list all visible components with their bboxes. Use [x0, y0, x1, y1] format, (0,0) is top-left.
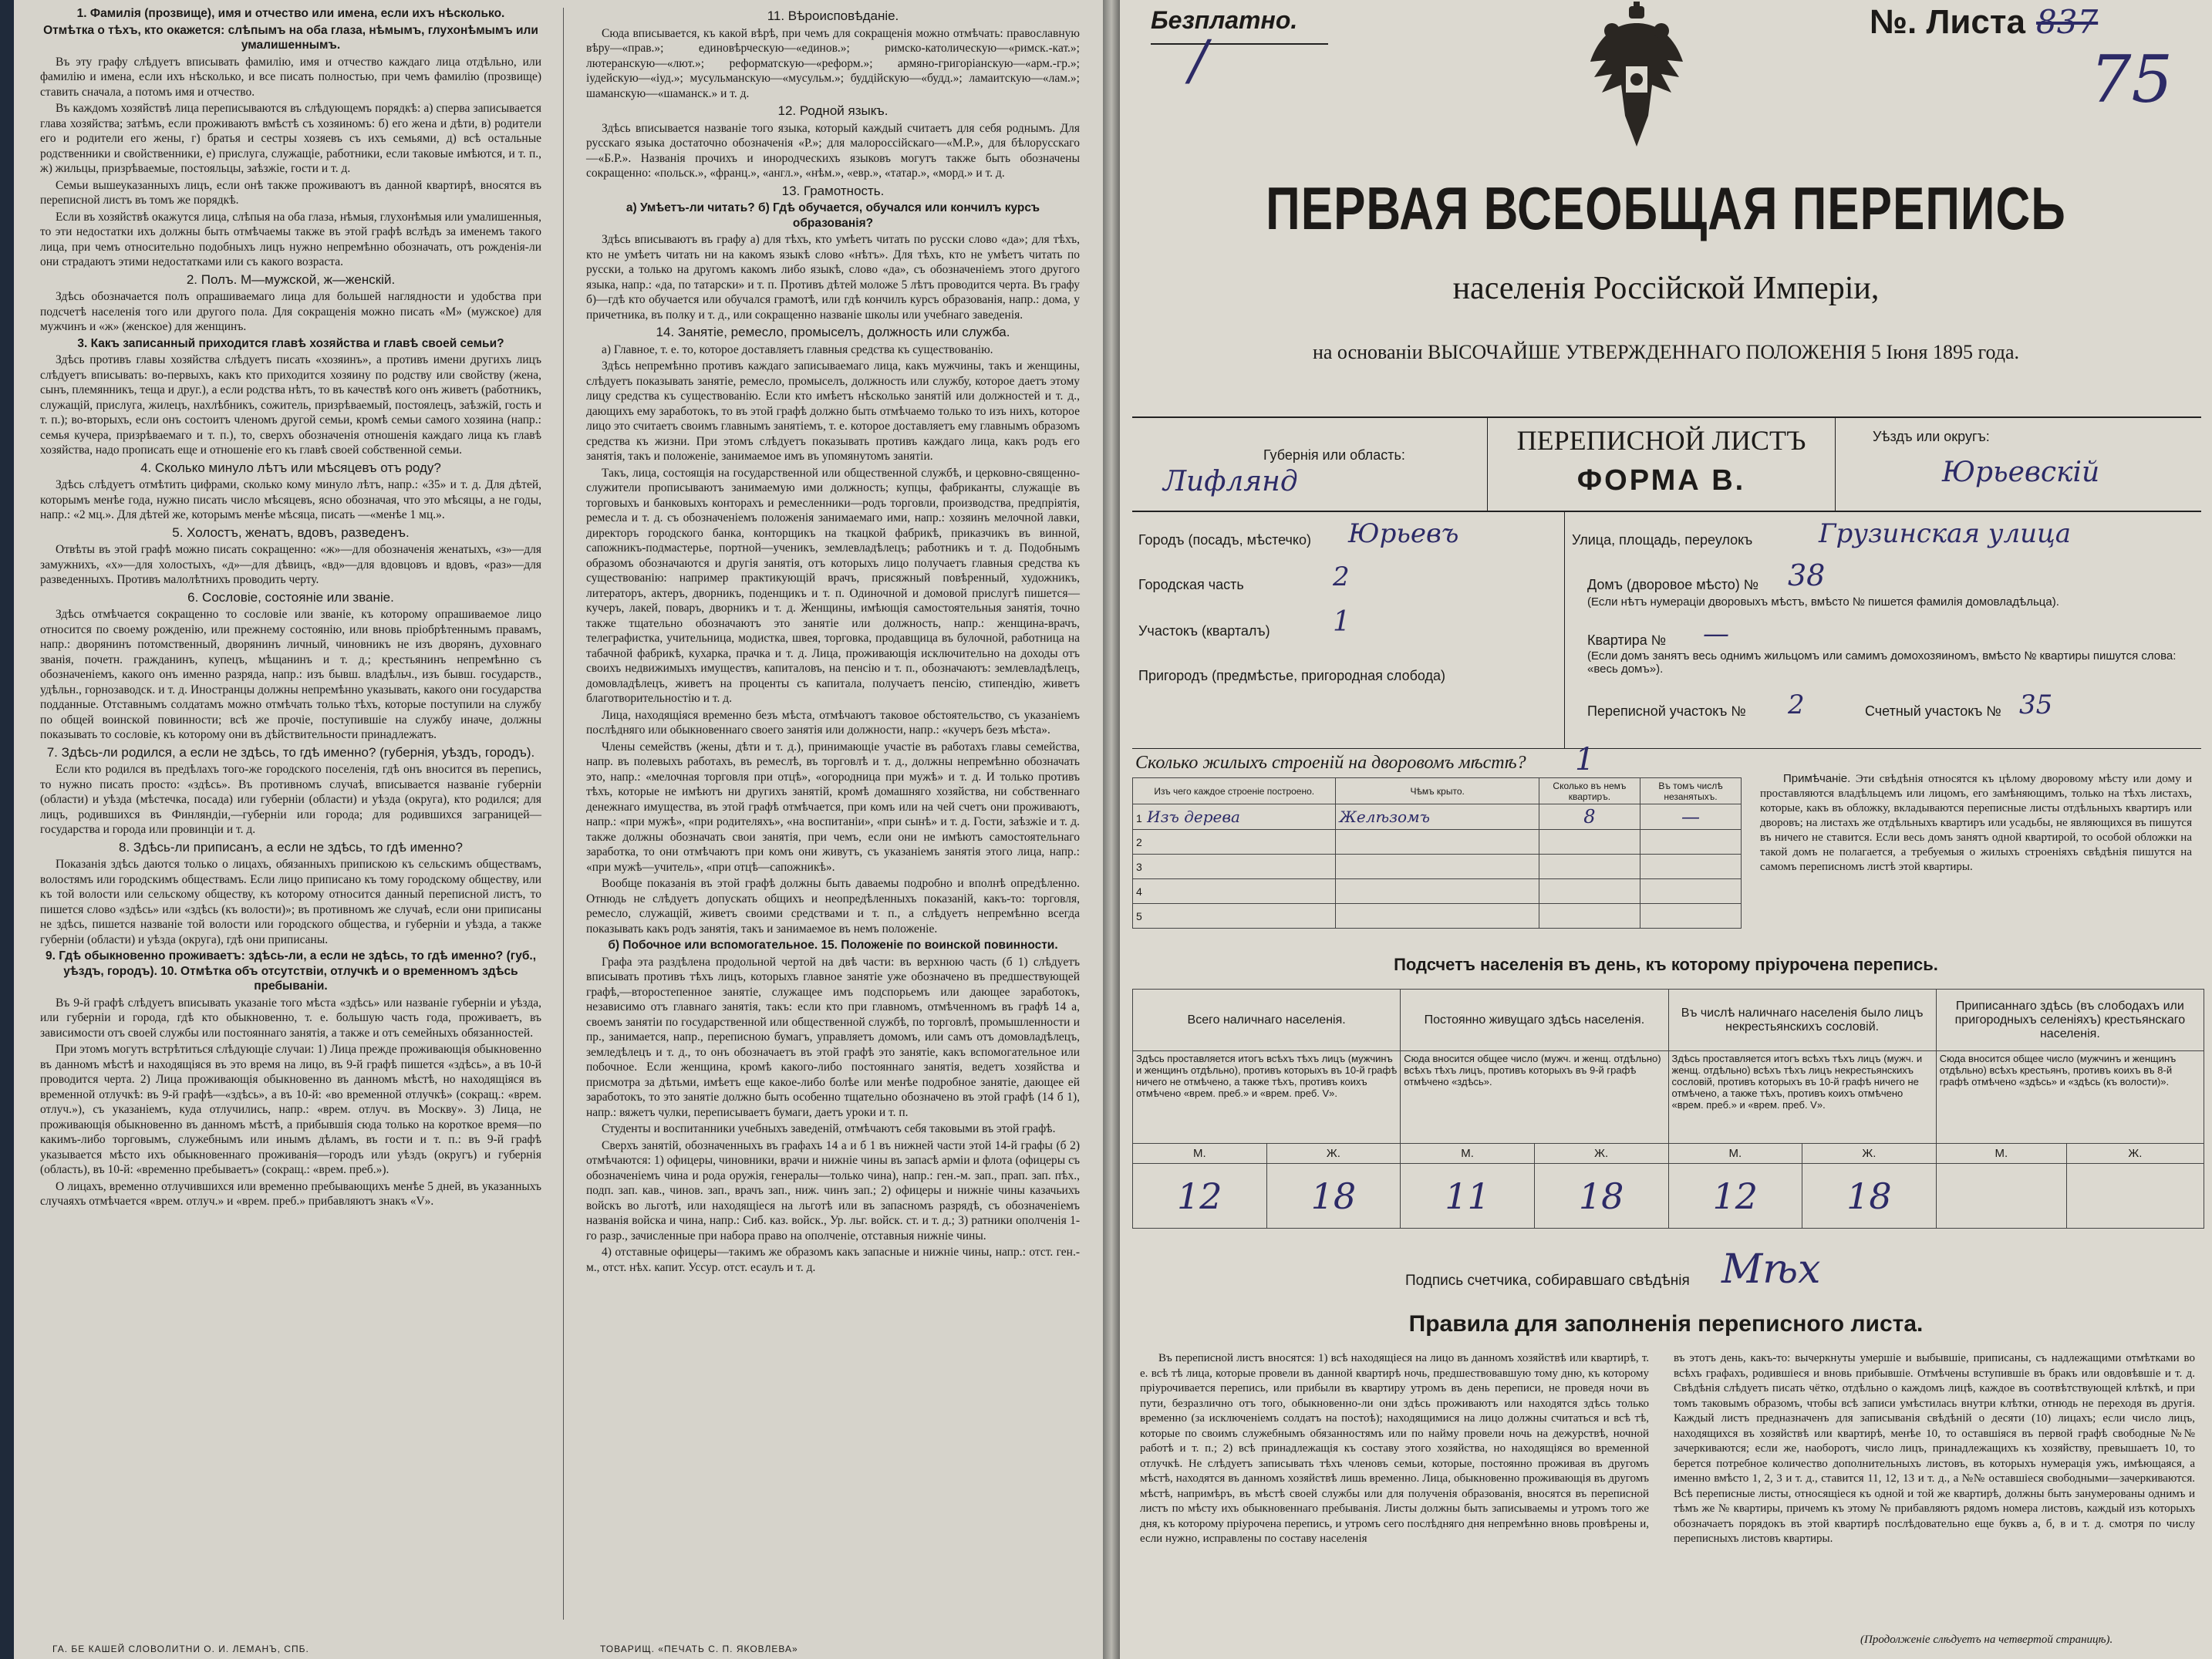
- buildings-table: [1132, 777, 1742, 929]
- count-header-peasant: Приписаннаго здѣсь (въ слободахъ или пригородныхъ селеніяхъ) крестьянскаго населенія.: [1936, 990, 2204, 1051]
- prigorod-label: Пригородъ (предмѣстье, пригородная слобода): [1138, 668, 1446, 683]
- non-peasant-female-value: 18: [1802, 1164, 1937, 1229]
- ulica-label: Улица, площадь, переулокъ: [1572, 532, 1753, 548]
- section-heading: 7. Здѣсь-ли родился, а если не здѣсь, то гдѣ именно? (губернія, уѣздъ, городъ).: [46, 744, 535, 760]
- buildings-header-vacant: Въ томъ числѣ незанятыхъ.: [1640, 778, 1741, 804]
- permanent-male-value: 11: [1401, 1164, 1535, 1229]
- perepis-uchastok-label: Переписной участокъ №: [1587, 703, 1746, 719]
- sheet-number-crossed: 837: [2036, 3, 2099, 41]
- section-heading: а) Умѣетъ-ли читать? б) Гдѣ обучается, обучался или кончилъ курсъ образованія?: [625, 201, 1040, 230]
- note-paragraph: [1760, 771, 2192, 875]
- total-male-value: 12: [1133, 1164, 1267, 1229]
- printer-imprint-2: ТОВАРИЩ. «ПЕЧАТЬ С. П. ЯКОВЛЕВА»: [600, 1644, 798, 1654]
- uchastok-label: Участокъ (кварталъ): [1138, 623, 1270, 639]
- instruction-paragraph: 4) отставные офицеры—такимъ же образомъ какъ запасные и нижніе чины, напр.: отст. ген.-м., отст. нѣх. капит. Уссур. отст. есаулъ и т. д.: [586, 1246, 1080, 1274]
- form-subtitle: ФОРМА В.: [1576, 464, 1746, 497]
- instruction-paragraph: Здѣсь слѣдуетъ отмѣтить цифрами, сколько кому минуло лѣтъ, напр.: «35» и т. д. Для дѣтей, которымъ менѣе года, нужно писать число мѣсяцевъ, ясно обозначая, что это мѣсяцы, а не годы, напр.: «2 мц.». Для дѣтей же, которымъ менѣе мѣсяца, писать —«менѣе 1 мц.».: [40, 478, 541, 521]
- gorod-label: Городъ (посадъ, мѣстечко): [1138, 532, 1311, 548]
- uezd-value: Юрьевскій: [1942, 457, 2100, 488]
- col-female: Ж.: [1802, 1144, 1937, 1164]
- count-title: Подсчетъ населенія въ день, къ которому пріурочена перепись.: [1394, 955, 1938, 974]
- instruction-paragraph: Лица, находящіяся временно безъ мѣста, отмѣчаютъ таковое обстоятельство, съ указаніемъ послѣдняго или обыкновеннаго своего занятія или должности, напр.: «кучеръ безъ мѣста».: [586, 708, 1080, 737]
- instruction-paragraph: Здѣсь вписывается названіе того языка, который каждый считаетъ для себя роднымъ. Для русскаго языка достаточно обозначенія «Р.»; для малороссійскаго—«М.Р.», для бѣлорусскаго—«Б.Р.». Названія прочихъ и инородческихъ языковъ могутъ также быть обозначены сокращенно: «польск.», «франц.», «англ.», «нѣм.», «евр.», «татар.», «морд.» и т. д.: [586, 121, 1080, 180]
- signature-label: Подпись счетчика, собиравшаго свѣдѣнія: [1405, 1273, 1690, 1289]
- instruction-paragraph: Въ 9-й графѣ слѣдуетъ вписывать указаніе того мѣста «здѣсь» или названіе губерніи и уѣзда, или губерніи и города, гдѣ кто обыкновенно, т. е. большую часть года, проживаетъ, въ зависимости отъ своей службы или постояннаго занятія, а также и отъ семейныхъ обязанностей.: [40, 996, 541, 1040]
- buildings-header-apartments: Сколько въ немъ квартиръ.: [1539, 778, 1640, 804]
- address-box: [1132, 511, 2201, 749]
- kvartira-label: Квартира №: [1587, 632, 1667, 648]
- building-vacant: —: [1640, 804, 1741, 830]
- address-divider: [1564, 511, 1565, 748]
- dom-note: (Если нѣтъ нумераціи дворовыхъ мѣстъ, вмѣсто № пишется фамилія домовладѣльца).: [1587, 595, 2059, 609]
- instruction-paragraph: Члены семействъ (жены, дѣти и т. д.), принимающіе участіе въ работахъ главы семейства, напр. въ полевыхъ работахъ, въ ремеслѣ, въ торговлѣ и т. д., должны непремѣнно обозначать это, напр.: «мелочная торговля при отцѣ», «огородница при мужѣ» и т. д. И только противъ тѣхъ, которые не имѣютъ ни другихъ занятій, кромѣ домашняго хозяйства, ни собственнаго денежнаго имущества, въ этой графѣ отмѣчается, при комъ или на чей счетъ они проживаютъ, напр.: «при мужѣ», «при родителяхъ», «на воспитаніи», «при сынѣ» и т. д. Гости, заѣзжіе и т. д. также должны обозначать свои занятія, при чемъ, если они не имѣютъ самостоятельнаго заработка, то они отмѣчаютъ при комъ они живутъ, съ указаніемъ занятія этого лица, напр.: «при мужѣ—учитель», «при отцѣ—сапожникѣ».: [586, 740, 1080, 874]
- book-spine: [1103, 0, 1120, 1659]
- buildings-header-roof: Чѣмъ крыто.: [1336, 778, 1539, 804]
- printer-imprint-1: ГА. БЕ КАШЕЙ СЛОВОЛИТНИ О. И. ЛЕМАНЪ, СПБ.: [52, 1644, 309, 1654]
- row-number: 5: [1133, 904, 1336, 929]
- free-stamp: Безплатно.: [1151, 6, 1298, 34]
- kvartira-value: —: [1703, 619, 1729, 649]
- table-row: [1133, 804, 1742, 830]
- kvartira-note: (Если домъ занятъ весь однимъ жильцомъ или самимъ домохозяиномъ, вмѣсто № квартиры пишутся слова: «весь домъ»).: [1587, 649, 2177, 676]
- section-heading: 13. Грамотность.: [781, 183, 885, 198]
- instruction-paragraph: Здѣсь противъ главы хозяйства слѣдуетъ писать «хозяинъ», а противъ имени другихъ лицъ слѣдуетъ вписывать: во-первыхъ, какъ кто приходится хозяину по родству или свойству (жена, сынъ, племянникъ, теща и друг.), а если родства нѣтъ, то въ качествѣ кого онъ живетъ (работникъ, служащій, прислуга, жилецъ, нахлѣбникъ, сожитель, призрѣваемый, постоялецъ, заѣзжій, гость и т. п.); во-вторыхъ, если онъ состоитъ членомъ другой семьи, кромѣ семьи самого хозяина (напр.: семья кучера, призрѣваемаго и т. п.), то, сверхъ обозначенія отношенія каждаго лица къ главѣ хозяйства, надо прописать еще и отношеніе его къ главѣ своей собственной семьи.: [40, 353, 541, 457]
- buildings-header-material: Изъ чего каждое строеніе построено.: [1133, 778, 1336, 804]
- instruction-paragraph: Сверхъ занятій, обозначенныхъ въ графахъ 14 а и б 1 въ нижней части этой 14-й графы (б 2) отмѣчаются: 1) офицеры, чиновники, врачи и нижніе чины въ запасѣ арміи и флота (офицеры съ обозначеніемъ чина и рода оружія, генералы—только чина), напр.: ген.-м. зап., прап. зап. пѣх., подп. зап. кав., чинов. зап., врачъ зап., ниж. чинъ зап.; 2) офицеры и нижніе чины казачьихъ войскъ во льготѣ, или находящіеся на льготѣ или въ запасномъ разрядѣ, съ обозначеніемъ названія войска и чина, напр.: Сиб. каз. войск., Ур. льг. войск. ст. и т. д.; 3) ратники ополченія 1-го разр., зачисленные при набора право на ополченіе, отставныя нижніе чины.: [586, 1138, 1080, 1243]
- instructions-column-2: [586, 6, 1080, 1276]
- count-header-permanent: Постоянно живущаго здѣсь населенія.: [1401, 990, 1668, 1051]
- rules-column-2: въ этотъ день, какъ-то: вычеркнуты умершіе и выбывшіе, приписаны, съ надлежащими отмѣтками во всѣхъ графахъ, родившіеся и вновь прибывшіе. Отмѣчены вступившіе въ бракъ или овдовѣвшіе и т. д. Свѣдѣнія слѣдуетъ писать чётко, отдѣльно о каждомъ лицѣ, каждое въ соотвѣтствующей клѣткѣ, и при томъ таковымъ образомъ, чтобы всѣ записи умѣстилась внутри клѣтки, отнюдь не переходя въ другія. Каждый листъ предназначенъ для записыванія свѣдѣній о десяти (10) лицахъ; если число лицъ, находящихся въ хозяйствѣ или квартирѣ, менѣе 10, то оставшіяся въ первой графѣ свободные №№ зачеркиваются; если же, наоборотъ, число лицъ, принадлежащихъ къ хозяйству, превышаетъ 10, то берется потребное количество дополнительныхъ листовъ, въ которыхъ нумерація ужъ, имѣющаяся, а именно вмѣсто 1, 2, 3 и т. д., ставится 11, 12, 13 и т. д., а №№ оставшіеся свободными—зачеркиваются. Всѣ переписные листы, относящіеся къ одной и той же квартирѣ, должны быть занумерованы однимъ и тѣмъ же № квартиры, причемъ къ этому № прибавляютъ рядомъ номера листовъ, каждый изъ которыхъ обозначаетъ порядокъ въ этой квартирѣ послѣдовательно еще буквъ а, б, в и т. д. смотря по числу переписныхъ листовъ квартиры.: [1674, 1352, 2195, 1545]
- row-number: 3: [1133, 855, 1336, 879]
- section-heading: 2. Полъ. М—мужской, ж—женскій.: [186, 271, 396, 287]
- instruction-paragraph: Показанія здѣсь даются только о лицахъ, обязанныхъ припискою къ сельскимъ обществамъ, волостямъ или городскимъ обществамъ. Если лицо приписано къ тому городскому обществу, или къ той волости или сельскому обществу, къ которому относится данный переписной листъ, то пишется слово «здѣсь» или «здѣсь (къ волости)»; въ противномъ же случаѣ, если они приписаны не здѣсь, пишется названіе той волости или городского общества, и губерніи и уѣзда, а также губерніи (области) и уѣзда (округа), гдѣ они приписаны.: [40, 858, 541, 946]
- instructions-column-1: [40, 6, 541, 1211]
- dom-value: 38: [1788, 558, 1826, 592]
- census-basis: на основаніи ВЫСОЧАЙШЕ УТВЕРЖДЕННАГО ПОЛОЖЕНІЯ 5 Іюня 1895 года.: [1312, 341, 2020, 363]
- pen-mark: /: [1189, 29, 1208, 92]
- buildings-value: 1: [1575, 742, 1595, 777]
- instruction-paragraph: Графа эта раздѣлена продольной чертой на двѣ части: въ верхнюю часть (б 1) слѣдуетъ вписывать противъ тѣхъ лицъ, которыхъ главное занятіе уже обозначено въ предшествующей графѣ,—второстепенное занятіе, служащее имъ подспорьемъ или дающее заработокъ, независимо отъ главнаго занятія, такъ: если кто при главномъ, отмѣченномъ въ графѣ 14 а, своемъ занятіи по государственной или общественной службѣ, по торговлѣ, промышленности и пр., занимается, напр., переписною бумагъ, управляетъ домомъ, или самъ отъ домовладѣлецъ, земледѣлецъ и т. д., то онъ обозначаетъ въ этой графѣ это занятіе, какъ вспомогательное или побочное. Если женщина, кромѣ какого-либо постояннаго занятія, ведетъ хозяйства и присмотра за дѣтьми, имѣетъ еще какое-либо болѣе или менѣе подробное занятіе, дающее ей заработокъ, то это занятіе должно быть особенно тщательно обозначено въ этой графѣ (14 б 1), напр.: вяжетъ чулки, переписываетъ бумаги, даетъ уроки и т. п.: [586, 955, 1080, 1119]
- note-text: Эти свѣдѣнія относятся къ цѣлому дворовому мѣсту или дому и проставляются владѣльцемъ или лицомъ, его замѣняющимъ, только на тѣхъ листахъ, которые, какъ въ обложку, вкладываются переписные листы отдѣльныхъ квартиръ или дворовъ; на листахъ же отдѣльныхъ квартиръ или усадьбы, не являющихся въ пишутся въ ничего не ставится. Если весь домъ занятъ одной квартирой, то особой обложки на такой домъ не полагается, а требуемыя о жилыхъ строеніяхъ свѣдѣнія пишутся на самомъ переписномъ листѣ этой квартиры.: [1760, 773, 2192, 873]
- count-header-total: Всего наличнаго населенія.: [1133, 990, 1401, 1051]
- instruction-paragraph: Если кто родился въ предѣлахъ того-же городского поселенія, гдѣ онъ вносится въ перепись, то нужно писать просто: «здѣсь». Въ противномъ случаѣ, вписывается названіе губерніи (области) и уѣзда (мѣстечка, посада) или губерніи (области) и уѣзда (округа), кто родился; для лицъ, родившихся въ Финляндіи,—губерніи или города; для родившихся заграницей—государства и города или провинціи и т. д.: [40, 763, 541, 836]
- permanent-female-value: 18: [1534, 1164, 1668, 1229]
- section-heading: б) Побочное или вспомогательное. 15. Положеніе по воинской повинности.: [608, 939, 1058, 952]
- instruction-paragraph: Здѣсь вписываютъ въ графу а) для тѣхъ, кто умѣетъ читать по русски слово «да»; для тѣхъ, кто не умѣетъ читать ни на какомъ языкѣ слово «нѣтъ». Для тѣхъ, кто не умѣетъ читать по русски, а только на другомъ какомъ либо языкѣ, слово «да», съ обозначеніемъ этого другого языка, напр.: «да, по татарски» и т. п. Противъ дѣтей моложе 5 лѣтъ проводится черта. Въ графу б)—гдѣ кто обучается или обучался грамотѣ, или гдѣ кончилъ курсъ образованія, напр.: дома, у причетника, въ полку и т. д., или сокращенно названіе школы или учебнаго заведенія.: [586, 233, 1080, 322]
- total-female-value: 18: [1266, 1164, 1401, 1229]
- instruction-paragraph: Семьи вышеуказанныхъ лицъ, если онѣ также проживаютъ въ данной квартирѣ, вносятся въ переписной листъ въ томъ же порядкѣ.: [40, 178, 541, 207]
- building-apartments: 8: [1539, 804, 1640, 830]
- instruction-paragraph: При этомъ могутъ встрѣтиться слѣдующіе случаи: 1) Лица прежде проживающія обыкновенно въ данномъ мѣстѣ и находящіяся въ это время на лицо, въ 9-й графѣ пишется «здѣсь», а въ 10-й проводится черта. 2) Лица проживающія обыкновенно въ данномъ мѣстѣ, но находящіяся въ временной отлучкѣ: въ 9-й графѣ—«здѣсь», а въ 10-й: «во временной отлучкѣ» (сокращ.: «врем. отлуч.»), съ указаніемъ, куда отлучились, напр.: «врем. отлуч. въ Москву». 3) Лица, не проживающія обыкновенно въ данномъ мѣстѣ, а прибывшія сюда только на короткое время—по какимъ-либо торговымъ, служебнымъ или инымъ дѣламъ, въ гости и т. п.: въ 9-й графѣ указывается мѣсто ихъ обыкновеннаго проживанія—городъ или уѣздъ (округъ) и губернія (область), въ 10-й: «временно пребываетъ» (сокращ.: «врем. преб.»).: [40, 1043, 541, 1176]
- form-header-box: [1132, 416, 2201, 512]
- col-male: М.: [1401, 1144, 1535, 1164]
- perepis-uchastok-value: 2: [1788, 690, 1805, 720]
- section-heading: 8. Здѣсь-ли приписанъ, а если не здѣсь, то гдѣ именно?: [119, 839, 463, 855]
- schetny-uchastok-value: 35: [2019, 690, 2053, 720]
- instruction-paragraph: Если въ хозяйствѣ окажутся лица, слѣпыя на оба глаза, нѣмыя, глухонѣмыя или умалишенныя, то эти недостатки ихъ должны быть отмѣчаемы также въ этой графѣ вслѣдъ за именемъ такого лица, при чемъ относительно подобныхъ лицъ нужно непремѣнно обозначать, отъ рожденія-ли они страдаютъ этими недостатками или съ какого возраста.: [40, 210, 541, 268]
- instruction-paragraph: Здѣсь непремѣнно противъ каждаго записываемаго лица, какъ мужчины, такъ и женщины, слѣдуетъ показывать занятіе, ремесло, промыселъ, должность или службу, которое даетъ этому лицу средства къ существованію. Если кто имѣетъ нѣсколько занятій или должностей и т. д., дающихъ ему заработокъ, то въ этой графѣ должно быть отмѣчаемо только то изъ нихъ, которое лицо это считаетъ своимъ главнымъ занятіемъ, т. е. которое доставляетъ ему главнымъ образомъ средства къ жизни. При этомъ слѣдуетъ показывать противъ каждаго лица, какъ родъ его занятія, такъ и положеніе, занимаемое имъ въ упомянутомъ занятіи.: [586, 359, 1080, 463]
- table-row: [1133, 830, 1742, 855]
- section-heading: 11. Вѣроисповѣданіе.: [767, 8, 899, 23]
- instruction-paragraph: Студенты и воспитанники учебныхъ заведеній, отмѣчаютъ себя таковыми въ этой графѣ.: [602, 1122, 1056, 1135]
- instruction-paragraph: Вообще показанія въ этой графѣ должны быть даваемы подробно и вполнѣ опредѣленно. Отнюдь не слѣдуетъ допускать общихъ и неопредѣленныхъ показаній, какъ-то: торговля, ремесло, служащій, живетъ своими средствами и т. п., а слѣдуетъ непремѣнно всегда показывать какъ родъ занятія, такъ и занимаемое въ немъ положеніе.: [586, 877, 1080, 936]
- section-heading: 1. Фамилія (прозвище), имя и отчество или имена, если ихъ нѣсколько.: [76, 7, 505, 20]
- col-female: Ж.: [1266, 1144, 1401, 1164]
- col-female: Ж.: [2066, 1144, 2204, 1164]
- section-heading: 14. Занятіе, ремесло, промыселъ, должность или служба.: [656, 325, 1010, 339]
- count-note-3: Здѣсь проставляется итогъ всѣхъ тѣхъ лицъ (мужч. и женщ. отдѣльно) всѣхъ тѣхъ лицъ некрестьянскихъ сословій, противъ которыхъ въ 10-й графѣ ничего не отмѣчено, а также тѣхъ, противъ коихъ отмѣчено «врем. преб.» и «врем. преб. V».: [1668, 1051, 1936, 1144]
- uezd-label: Уѣздъ или округъ:: [1873, 429, 1990, 444]
- count-note-2: Сюда вносится общее число (мужч. и женщ. отдѣльно) всѣхъ тѣхъ лицъ, противъ которыхъ въ 9-й графѣ отмѣчено «здѣсь».: [1401, 1051, 1668, 1144]
- gubernia-label: Губернія или область:: [1263, 447, 1405, 463]
- buildings-label: Сколько жилыхъ строеній на дворовомъ мѣстѣ?: [1135, 753, 1526, 773]
- chast-label: Городская часть: [1138, 577, 1244, 592]
- non-peasant-male-value: 12: [1668, 1164, 1802, 1229]
- section-heading: 6. Сословіе, состояніе или званіе.: [187, 589, 394, 605]
- row-number: 4: [1133, 879, 1336, 904]
- table-row: [1133, 904, 1742, 929]
- instruction-paragraph: Здѣсь обозначается полъ опрашиваемаго лица для большей наглядности и удобства при подсчетѣ населенія того или другого пола. Для сокращенія можно писать «М» (мужское) для мужчинъ и «ж» (женское) для женщинъ.: [40, 290, 541, 333]
- peasant-female-value: [2066, 1164, 2204, 1229]
- instruction-paragraph: О лицахъ, временно отлучившихся или временно пребывающихъ менѣе 5 дней, въ указанныхъ случаяхъ отмѣчается «врем. отлуч.» и «врем. преб.» прибавляютъ знакъ «V».: [40, 1179, 541, 1208]
- peasant-male-value: [1936, 1164, 2066, 1229]
- gorod-value: Юрьевъ: [1348, 518, 1459, 549]
- section-heading: 4. Сколько минуло лѣтъ или мѣсяцевъ отъ роду?: [140, 460, 441, 475]
- instruction-paragraph: Отвѣты въ этой графѣ можно писать сокращенно: «ж»—для обозначенія женатыхъ, «з»—для замужнихъ, «х»—для холостыхъ, «д»—для дѣвицъ, «вд»—для вдовцовъ и вдовъ, «раз»—для разведенныхъ. Противъ малолѣтнихъ проводить черту.: [40, 543, 541, 586]
- section-heading: 12. Родной языкъ.: [777, 103, 889, 118]
- instruction-paragraph: Такъ, лица, состоящія на государственной или общественной службѣ, и церковно-священно-служители прописываютъ занимаемую ими должность; купцы, фабриканты, служащіе въ торговыхъ и банковыхъ конторахъ и ремесленники—родъ торговли, производства, предпріятія, ремесла и т. д. съ обозначеніемъ положенія занимаемаго ими, напр.: хозяинъ мелочной лавки, директоръ городского банка, конторщикъ на ткацкой фабрикѣ, приказчикъ въ винной, сапожникъ-подмастерье, портной—ученикъ, землевладѣлецъ; работникъ и т. д. Подобнымъ образомъ обозначаются и другія занятія, отъ которыхъ лицо получаетъ главныя средства къ существованію: например практикующій врачъ, присяжный повѣренный, художникъ, литераторъ, актеръ, дворникъ, поденщикъ и т. п. Одиночной и домовой прислугѣ пишется—кучеръ, лакей, поваръ, дворникъ и т. д. Женщины, имѣющія самостоятельныя занятія, точно также тщательно обозначаютъ это занятіе или должность, напр.: женщина-врачъ, телеграфистка, учительница, модистка, швея, торговка, продавщица въ булочной, работница на табачной фабрикѣ, кухарка, прачка и т. д. Лица, проживающія исключительно на доходы отъ своихъ недвижимыхъ имуществъ, капиталовъ, на пенсію и т. п., обозначаютъ: землевладѣлецъ, домовладѣлецъ, живетъ на проценты съ капитала, получаетъ пенсію, стипендію, живетъ благотворительностію и т. д.: [586, 466, 1080, 705]
- census-title: ПЕРВАЯ ВСЕОБЩАЯ ПЕРЕПИСЬ: [1266, 176, 2066, 243]
- col-male: М.: [1668, 1144, 1802, 1164]
- col-male: М.: [1936, 1144, 2066, 1164]
- row-number: 2: [1133, 830, 1336, 855]
- count-header-non-peasant: Въ числѣ наличнаго населенія было лицъ некрестьянскихъ сословій.: [1668, 990, 1936, 1051]
- instruction-paragraph: Сюда вписывается, къ какой вѣрѣ, при чемъ для сокращенія можно отмѣчать: православную вѣру—«прав.»; единовѣрческую—«единов.»; римско-католическую—«римск.-кат.»; лютеранскую—«лют.»; реформатскую—«реформ.»; армяно-григоріанскую—«арм.-гр.»; іудейскую—«іуд.»; мусульманскую—«мусульм.»; буддійскую—«будд.»; ламаитскую—«лам.»; шаманскую—«шаманск.» и т. д.: [586, 26, 1080, 100]
- col-male: М.: [1133, 1144, 1267, 1164]
- signature-value: Мѣх: [1721, 1246, 1821, 1293]
- free-stamp-box: [1151, 6, 1328, 45]
- census-form-page: [1120, 0, 2212, 1659]
- sheet-number-label: №. Листа: [1870, 3, 2025, 41]
- census-subtitle: населенія Россійской Имперіи,: [1452, 271, 1880, 306]
- form-title: ПЕРЕПИСНОЙ ЛИСТЪ: [1516, 425, 1806, 456]
- form-title-box: [1487, 418, 1836, 511]
- rules-title: Правила для заполненія переписного листа.: [1408, 1311, 1924, 1337]
- instruction-paragraph: Въ каждомъ хозяйствѣ лица переписываются въ слѣдующемъ порядкѣ: а) сперва записывается глава хозяйства; затѣмъ, если проживаютъ вмѣстѣ съ хозяиномъ: б) его жена и дѣти, в) родители его и родители его жены, г) братья и сестры хозяевъ съ ихъ семьями, д) всѣ остальные родственники и свойственники, е) прислуга, служащіе, работники, если таковые имѣются, и т. п., ж) жильцы, призрѣваемые, постояльцы, заѣзжіе, гости и т. д.: [40, 102, 541, 175]
- note-title: Примѣчаніе.: [1783, 772, 1851, 785]
- dom-label: Домъ (дворовое мѣсто) №: [1587, 577, 1759, 592]
- instruction-paragraph: Въ эту графу слѣдуетъ вписывать фамилію, имя и отчество каждаго лица отдѣльно, или фамилію и имена, если ихъ нѣсколько, и все писать полностью, при чемъ фамилію (прозвище) ставить сначала, а потомъ имя и отчество.: [40, 55, 541, 99]
- section-heading: 9. Гдѣ обыкновенно проживаетъ: здѣсь-ли, а если не здѣсь, то гдѣ именно? (губ., уѣздъ, городъ). 10. Отмѣтка объ отсутствіи, отлучкѣ и о временномъ здѣсь пребываніи.: [45, 949, 537, 993]
- population-count-table: [1132, 989, 2204, 1229]
- table-row: [1133, 855, 1742, 879]
- schetny-uchastok-label: Счетный участокъ №: [1865, 703, 2001, 719]
- col-female: Ж.: [1534, 1144, 1668, 1164]
- section-heading: Отмѣтка о тѣхъ, кто окажется: слѣпымъ на оба глаза, нѣмымъ, глухонѣмымъ или умалишеннымъ.: [43, 23, 538, 52]
- ulica-value: Грузинская улица: [1819, 518, 2072, 549]
- uchastok-value: 1: [1333, 606, 1350, 638]
- column-divider: [563, 8, 564, 1620]
- instruction-paragraph: а) Главное, т. е. то, которое доставляетъ главныя средства къ существованію.: [602, 342, 993, 356]
- count-note-1: Здѣсь проставляется итогъ всѣхъ тѣхъ лицъ (мужчинъ и женщинъ отдѣльно), противъ которыхъ въ 10-й графѣ ничего не отмѣчено, а также тѣхъ, противъ коихъ отмѣчено «врем. преб.» и «врем. преб. V».: [1133, 1051, 1401, 1144]
- rules-column-1: Въ переписной листъ вносятся: 1) всѣ находящіеся на лицо въ данномъ хозяйствѣ или квартирѣ, т. е. всѣ тѣ лица, которые провели въ данной квартирѣ ночь, предшествовавшую тому дню, къ которому пріурочивается перепись, или прибыли въ квартиру утромъ въ день переписи, не проведя ночи въ пути, безразлично отъ того, обыкновенно-ли они здѣсь проживаютъ или находятся здѣсь только временно (за исключеніемъ солдатъ на постоѣ); находящимися на лицо должны считаться и всѣ тѣ, которые по своимъ служебнымъ обязанностямъ или по найму провели ночь на дежурствѣ, ночной работѣ и т. п.; 2) всѣ принадлежащія къ составу этого хозяйства, но находящіяся во временной отлучкѣ. Не слѣдуетъ записывать тѣхъ членовъ семьи, которые, постоянно проживая въ другомъ мѣстѣ, находятся въ данномъ хозяйствѣ лишь временно. Лица, обыкновенно проживающія въ другомъ мѣстѣ, напримѣръ, въ мѣстѣ своей службы или для полученія образованія, вносятся въ переписной листъ по мѣсту ихъ обыкновеннаго пребыванія. Листы должны быть записываемы и утромъ того же дня, къ которому пріурочена перепись, и утромъ сего послѣдняго дня непремѣнно вновь провѣрены и, если нужно, исправлены по составу населенія: [1140, 1352, 1649, 1545]
- chast-value: 2: [1333, 561, 1350, 592]
- instruction-paragraph: Здѣсь отмѣчается сокращенно то сословіе или званіе, къ которому опрашиваемое лицо относится по своему рожденію, или прежнему состоянію, или вновь пріобрѣтеннымъ правамъ, напр.: дворянинъ потомственный, дворянинъ личный, чиновникъ не изъ дворянъ, духовнаго званія, почетн. гражданинъ, купецъ, мѣщанинъ и т. д.; крестьянинъ непремѣнно съ обозначеніемъ, какого онъ именно разряда, напр.: изъ бывш. владѣльч., изъ бывш. государств., удѣльн., горнозаводск. и т. д. Иностранцы должны непремѣнно указывать, какого они государства подданные. Отставнымъ солдатамъ можно отмѣчать только тѣхъ, которые поступили на службу по общей воинской повинности; всѣ же прочіе, поступившіе на службу иначе, должны показывать то сословіе, къ которому они въ дѣйствительности принадлежатъ.: [40, 608, 541, 741]
- count-note-4: Сюда вносится общее число (мужчинъ и женщинъ отдѣльно) всѣхъ крестьянъ, противъ коихъ въ 8-й графѣ отмѣчено «здѣсь» и «здѣсь (къ волости)».: [1936, 1051, 2204, 1144]
- gubernia-value: Лифлянд: [1163, 466, 1298, 497]
- table-row: [1133, 879, 1742, 904]
- section-heading: 3. Какъ записанный приходится главѣ хозяйства и главѣ своей семьи?: [77, 336, 504, 350]
- section-heading: 5. Холостъ, женатъ, вдовъ, разведенъ.: [172, 524, 410, 540]
- left-page: [14, 0, 1103, 1659]
- rules-continued: (Продолженіе слѣдуетъ на четвертой страницѣ).: [1860, 1634, 2113, 1646]
- double-headed-eagle-icon: [1583, 0, 1691, 154]
- sheet-number-value: 75: [2090, 42, 2173, 117]
- building-roof: Желѣзомъ: [1336, 804, 1539, 830]
- building-material: 1 Изъ дерева: [1133, 804, 1336, 830]
